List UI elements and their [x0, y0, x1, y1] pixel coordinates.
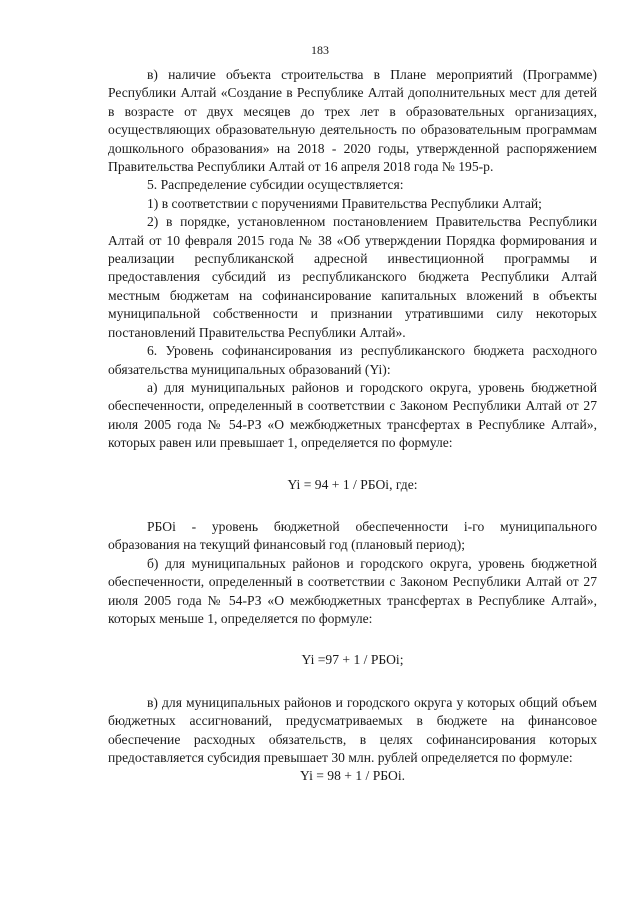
paragraph-case-a: а) для муниципальных районов и городского округа, уровень бюджетной обеспеченности, определенный в соответствии с Законом Республики Алтай от 27 июля 2005 года № 54-РЗ «О межбюджетных трансфертах в Республике Алтай», которых равен или превышает 1, определяется по формуле:: [108, 379, 597, 451]
paragraph-condition-v: в) наличие объекта строительства в Плане мероприятий (Программе) Республики Алтай «Создание в Республике Алтай дополнительных мест для детей в возрасте от двух месяцев до трех лет в образовательных организациях, осуществляющих образовательную деятельность по образовательным программам дошкольного образования» на 2018 - 2020 годы, утвержденной распоряжением Правительства Республики Алтай от 16 апреля 2018 года № 195-р.: [108, 67, 597, 175]
paragraph-case-b: б) для муниципальных районов и городского округа, уровень бюджетной обеспеченности, определенный в соответствии с Законом Республики Алтай от 27 июля 2005 года № 54-РЗ «О межбюджетных трансфертах в Республике Алтай», которых меньше 1, определяется по формуле:: [108, 555, 597, 626]
paragraph-rbo-definition: РБОi - уровень бюджетной обеспеченности i-го муниципального образования на текущий финансовый год (плановый период);: [108, 518, 597, 553]
page-number: 183: [311, 43, 329, 57]
formula-1: Yi = 94 + 1 / РБОi, где:: [287, 476, 418, 492]
paragraph-distribution-item-1: 1) в соответствии с поручениями Правительства Республики Алтай;: [147, 195, 542, 211]
formula-3: Yi = 98 + 1 / РБОi.: [300, 768, 405, 784]
paragraph-distribution-heading: 5. Распределение субсидии осуществляется:: [147, 177, 404, 193]
paragraph-case-v: в) для муниципальных районов и городского округа у которых общий объем бюджетных ассигнований, предусматриваемых в бюджете на финансовое обеспечение расходных обязательств, в целях софинансирования которых предоставляется субсидия превышает 30 млн. рублей определяется по формуле:: [108, 694, 597, 765]
paragraph-cofinancing-level: 6. Уровень софинансирования из республиканского бюджета расходного обязательства муниципальных образований (Yi):: [108, 343, 597, 377]
paragraph-distribution-item-2: 2) в порядке, установленном постановлением Правительства Республики Алтай от 10 февраля 2015 года № 38 «Об утверждении Порядка формирования и реализации республиканской адресной инвестиционной программы и предоставления субсидий из республиканского бюджета Республики Алтай местным бюджетам на софинансирование капитальных вложений в объекты муниципальной собственности и признании утратившими силу некоторых постановлений Правительства Республики Алтай».: [108, 214, 597, 340]
formula-2: Yi =97 + 1 / РБОi;: [301, 652, 404, 668]
document-body: [108, 66, 597, 786]
